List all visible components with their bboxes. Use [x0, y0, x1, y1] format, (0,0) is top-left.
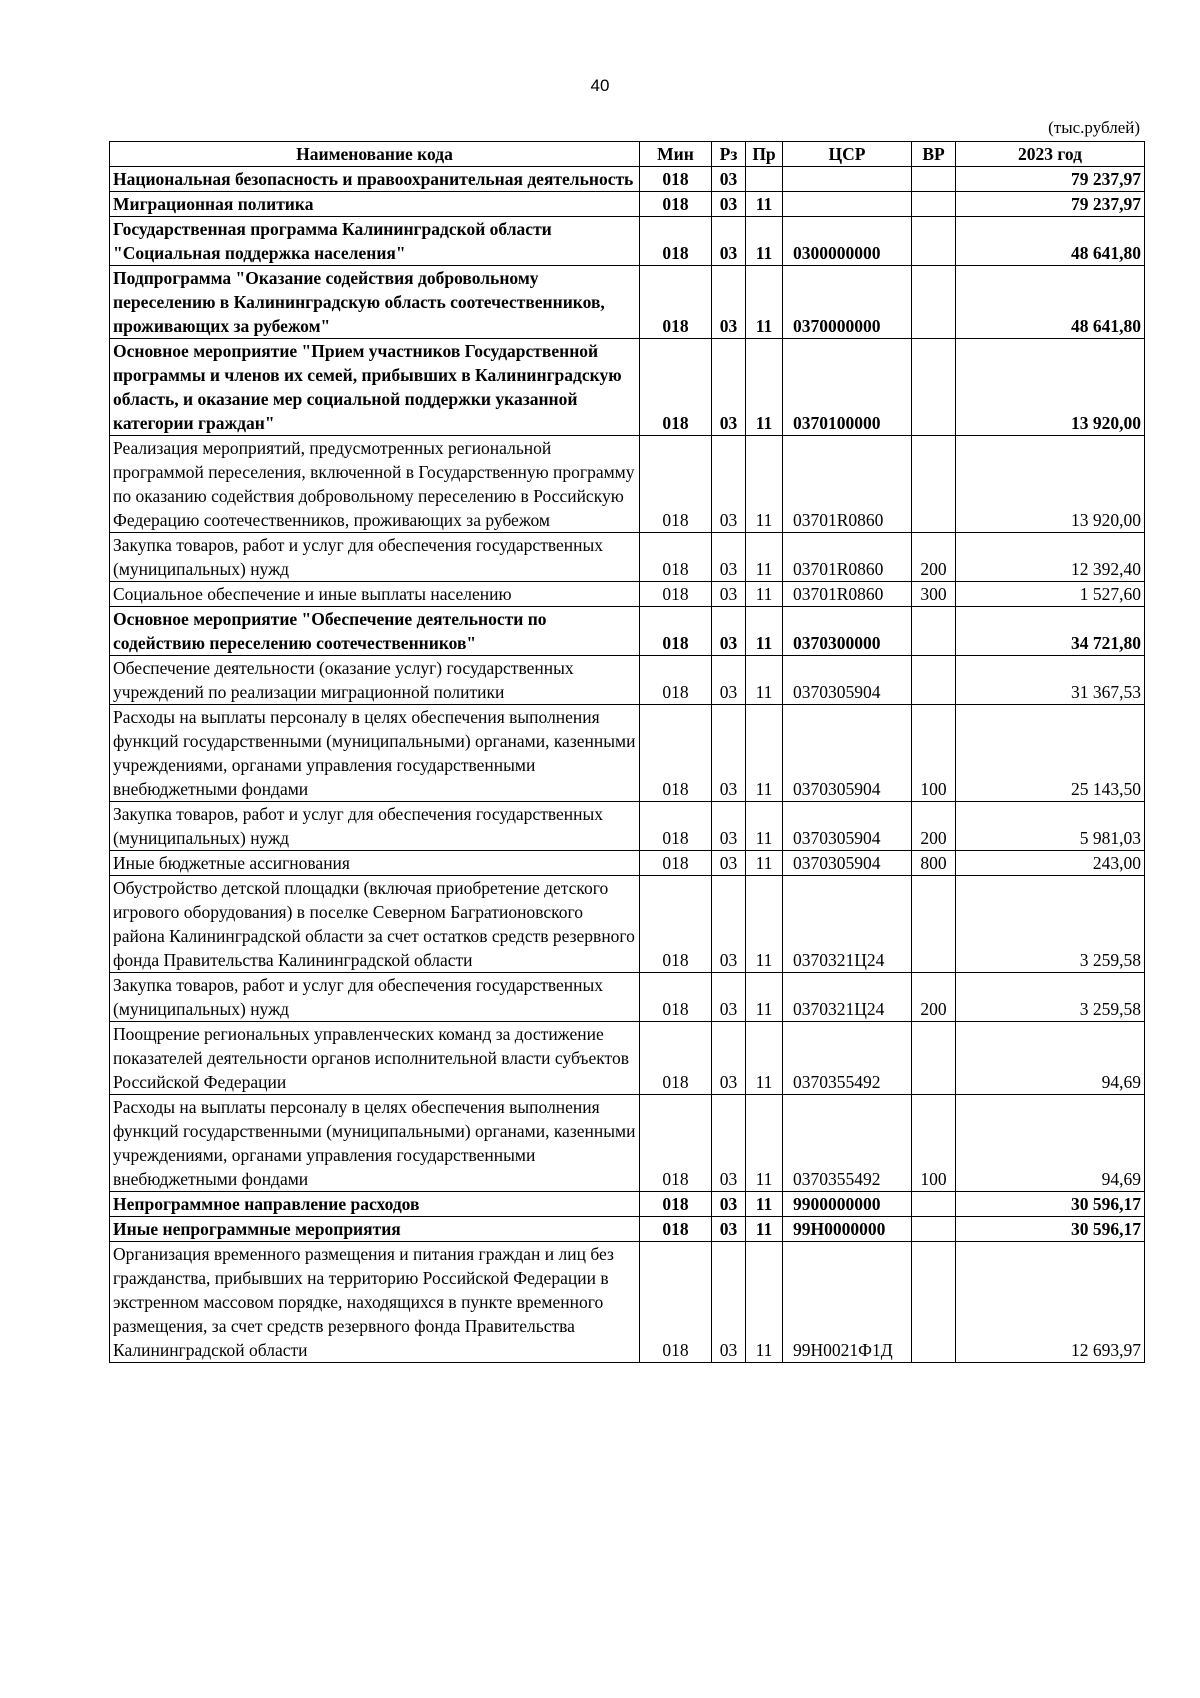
header-csr: ЦСР: [783, 142, 912, 167]
rz-cell: 03: [712, 217, 746, 266]
min-cell: 018: [640, 192, 712, 217]
rz-cell: 03: [712, 339, 746, 436]
amount-cell: 1 527,60: [956, 582, 1145, 607]
table-row: [110, 533, 1145, 582]
csr-cell: 03701R0860: [783, 533, 912, 582]
csr-cell: 0370305904: [783, 705, 912, 802]
table-row: [110, 217, 1145, 266]
amount-cell: 94,69: [956, 1095, 1145, 1192]
min-cell: 018: [640, 533, 712, 582]
rz-cell: 03: [712, 705, 746, 802]
vr-cell: 200: [912, 973, 956, 1022]
amount-cell: 30 596,17: [956, 1217, 1145, 1242]
name-cell: Обеспечение деятельности (оказание услуг) государственных учреждений по реализации миграционной политики: [110, 656, 640, 705]
pr-cell: 11: [746, 1192, 783, 1217]
vr-cell: [912, 1217, 956, 1242]
pr-cell: 11: [746, 1022, 783, 1095]
min-cell: 018: [640, 1095, 712, 1192]
rz-cell: 03: [712, 1192, 746, 1217]
csr-cell: 03701R0860: [783, 436, 912, 533]
csr-cell: 0370300000: [783, 607, 912, 656]
amount-cell: 30 596,17: [956, 1192, 1145, 1217]
min-cell: 018: [640, 1022, 712, 1095]
csr-cell: [783, 167, 912, 192]
rz-cell: 03: [712, 167, 746, 192]
table-header: [110, 142, 1145, 167]
amount-cell: 31 367,53: [956, 656, 1145, 705]
csr-cell: 0370321Ц24: [783, 876, 912, 973]
name-cell: Расходы на выплаты персоналу в целях обеспечения выполнения функций государственными (муниципальными) органами, казенными учреждениями, органами управления государственными внебюджетными фондами: [110, 1095, 640, 1192]
vr-cell: 100: [912, 1095, 956, 1192]
vr-cell: [912, 1242, 956, 1363]
amount-cell: 5 981,03: [956, 802, 1145, 851]
csr-cell: [783, 192, 912, 217]
header-min: Мин: [640, 142, 712, 167]
rz-cell: 03: [712, 973, 746, 1022]
rz-cell: 03: [712, 1217, 746, 1242]
name-cell: Закупка товаров, работ и услуг для обеспечения государственных (муниципальных) нужд: [110, 533, 640, 582]
amount-cell: 79 237,97: [956, 167, 1145, 192]
table-row: [110, 192, 1145, 217]
table-row: [110, 1022, 1145, 1095]
table-row: [110, 436, 1145, 533]
name-cell: Организация временного размещения и питания граждан и лиц без гражданства, прибывших на территорию Российской Федерации в экстренном массовом порядке, находящихся в пункте временного размещения, за счет средств резервного фонда Правительства Калининградской области: [110, 1242, 640, 1363]
csr-cell: 0370100000: [783, 339, 912, 436]
amount-cell: 243,00: [956, 851, 1145, 876]
min-cell: 018: [640, 217, 712, 266]
min-cell: 018: [640, 973, 712, 1022]
min-cell: 018: [640, 607, 712, 656]
vr-cell: [912, 266, 956, 339]
table-row: [110, 1095, 1145, 1192]
table-row: [110, 851, 1145, 876]
csr-cell: 99Н0021Ф1Д: [783, 1242, 912, 1363]
csr-cell: 0370355492: [783, 1095, 912, 1192]
name-cell: Социальное обеспечение и иные выплаты населению: [110, 582, 640, 607]
vr-cell: [912, 1022, 956, 1095]
pr-cell: 11: [746, 656, 783, 705]
amount-cell: 34 721,80: [956, 607, 1145, 656]
name-cell: Закупка товаров, работ и услуг для обеспечения государственных (муниципальных) нужд: [110, 973, 640, 1022]
table-row: [110, 1192, 1145, 1217]
vr-cell: [912, 876, 956, 973]
header-row: [110, 142, 1145, 167]
table-row: [110, 582, 1145, 607]
name-cell: Иные бюджетные ассигнования: [110, 851, 640, 876]
pr-cell: [746, 167, 783, 192]
pr-cell: 11: [746, 533, 783, 582]
rz-cell: 03: [712, 533, 746, 582]
rz-cell: 03: [712, 192, 746, 217]
amount-cell: 12 693,97: [956, 1242, 1145, 1363]
pr-cell: 11: [746, 582, 783, 607]
rz-cell: 03: [712, 266, 746, 339]
table-row: [110, 339, 1145, 436]
vr-cell: 300: [912, 582, 956, 607]
rz-cell: 03: [712, 607, 746, 656]
csr-cell: 0370305904: [783, 851, 912, 876]
amount-cell: 3 259,58: [956, 973, 1145, 1022]
name-cell: Обустройство детской площадки (включая приобретение детского игрового оборудования) в поселке Северном Багратионовского района Калининградской области за счет остатков средств резервного фонда Правительства Калининградской области: [110, 876, 640, 973]
header-pr: Пр: [746, 142, 783, 167]
rz-cell: 03: [712, 656, 746, 705]
pr-cell: 11: [746, 705, 783, 802]
pr-cell: 11: [746, 851, 783, 876]
csr-cell: 9900000000: [783, 1192, 912, 1217]
pr-cell: 11: [746, 339, 783, 436]
units-label: (тыс.рублей): [1048, 118, 1140, 137]
pr-cell: 11: [746, 876, 783, 973]
amount-cell: 48 641,80: [956, 266, 1145, 339]
pr-cell: 11: [746, 1217, 783, 1242]
name-cell: Подпрограмма "Оказание содействия добровольному переселению в Калининградскую область соотечественников, проживающих за рубежом": [110, 266, 640, 339]
vr-cell: [912, 656, 956, 705]
vr-cell: [912, 192, 956, 217]
vr-cell: [912, 607, 956, 656]
csr-cell: 0370321Ц24: [783, 973, 912, 1022]
budget-table: [109, 141, 1145, 1363]
header-amount: 2023 год: [956, 142, 1145, 167]
vr-cell: [912, 217, 956, 266]
rz-cell: 03: [712, 876, 746, 973]
rz-cell: 03: [712, 802, 746, 851]
pr-cell: 11: [746, 607, 783, 656]
vr-cell: [912, 339, 956, 436]
min-cell: 018: [640, 656, 712, 705]
amount-cell: 13 920,00: [956, 436, 1145, 533]
table-row: [110, 607, 1145, 656]
table-body: [110, 167, 1145, 1363]
name-cell: Иные непрограммные мероприятия: [110, 1217, 640, 1242]
amount-cell: 79 237,97: [956, 192, 1145, 217]
amount-cell: 25 143,50: [956, 705, 1145, 802]
rz-cell: 03: [712, 1095, 746, 1192]
table-row: [110, 266, 1145, 339]
min-cell: 018: [640, 1242, 712, 1363]
table-row: [110, 802, 1145, 851]
min-cell: 018: [640, 851, 712, 876]
vr-cell: 200: [912, 802, 956, 851]
min-cell: 018: [640, 876, 712, 973]
name-cell: Расходы на выплаты персоналу в целях обеспечения выполнения функций государственными (муниципальными) органами, казенными учреждениями, органами управления государственными внебюджетными фондами: [110, 705, 640, 802]
csr-cell: 99Н0000000: [783, 1217, 912, 1242]
amount-cell: 48 641,80: [956, 217, 1145, 266]
amount-cell: 94,69: [956, 1022, 1145, 1095]
rz-cell: 03: [712, 1242, 746, 1363]
amount-cell: 3 259,58: [956, 876, 1145, 973]
pr-cell: 11: [746, 266, 783, 339]
rz-cell: 03: [712, 1022, 746, 1095]
rz-cell: 03: [712, 851, 746, 876]
name-cell: Основное мероприятие "Прием участников Государственной программы и членов их семей, прибывших в Калининградскую область, и оказание мер социальной поддержки указанной категории граждан": [110, 339, 640, 436]
name-cell: Закупка товаров, работ и услуг для обеспечения государственных (муниципальных) нужд: [110, 802, 640, 851]
name-cell: Миграционная политика: [110, 192, 640, 217]
name-cell: Основное мероприятие "Обеспечение деятельности по содействию переселению соотечественников": [110, 607, 640, 656]
page-number: 40: [590, 76, 610, 95]
csr-cell: 0300000000: [783, 217, 912, 266]
min-cell: 018: [640, 802, 712, 851]
pr-cell: 11: [746, 217, 783, 266]
csr-cell: 0370000000: [783, 266, 912, 339]
header-name: Наименование кода: [110, 142, 640, 167]
pr-cell: 11: [746, 973, 783, 1022]
amount-cell: 13 920,00: [956, 339, 1145, 436]
name-cell: Государственная программа Калининградской области "Социальная поддержка населения": [110, 217, 640, 266]
min-cell: 018: [640, 339, 712, 436]
pr-cell: 11: [746, 1242, 783, 1363]
table-row: [110, 876, 1145, 973]
name-cell: Реализация мероприятий, предусмотренных региональной программой переселения, включенной в Государственную программу по оказанию содействия добровольному переселению в Российскую Федерацию соотечественников, проживающих за рубежом: [110, 436, 640, 533]
table-row: [110, 1217, 1145, 1242]
name-cell: Непрограммное направление расходов: [110, 1192, 640, 1217]
pr-cell: 11: [746, 192, 783, 217]
csr-cell: 0370305904: [783, 656, 912, 705]
min-cell: 018: [640, 705, 712, 802]
csr-cell: 0370305904: [783, 802, 912, 851]
pr-cell: 11: [746, 802, 783, 851]
table-row: [110, 167, 1145, 192]
min-cell: 018: [640, 582, 712, 607]
vr-cell: [912, 1192, 956, 1217]
table-row: [110, 1242, 1145, 1363]
name-cell: Национальная безопасность и правоохранительная деятельность: [110, 167, 640, 192]
table-row: [110, 705, 1145, 802]
vr-cell: [912, 167, 956, 192]
table-row: [110, 973, 1145, 1022]
vr-cell: [912, 436, 956, 533]
csr-cell: 03701R0860: [783, 582, 912, 607]
name-cell: Поощрение региональных управленческих команд за достижение показателей деятельности органов исполнительной власти субъектов Российской Федерации: [110, 1022, 640, 1095]
rz-cell: 03: [712, 436, 746, 533]
min-cell: 018: [640, 1217, 712, 1242]
rz-cell: 03: [712, 582, 746, 607]
amount-cell: 12 392,40: [956, 533, 1145, 582]
pr-cell: 11: [746, 1095, 783, 1192]
pr-cell: 11: [746, 436, 783, 533]
vr-cell: 100: [912, 705, 956, 802]
min-cell: 018: [640, 436, 712, 533]
header-rz: Рз: [712, 142, 746, 167]
vr-cell: 800: [912, 851, 956, 876]
header-vr: ВР: [912, 142, 956, 167]
min-cell: 018: [640, 1192, 712, 1217]
csr-cell: 0370355492: [783, 1022, 912, 1095]
table-row: [110, 656, 1145, 705]
vr-cell: 200: [912, 533, 956, 582]
min-cell: 018: [640, 167, 712, 192]
min-cell: 018: [640, 266, 712, 339]
